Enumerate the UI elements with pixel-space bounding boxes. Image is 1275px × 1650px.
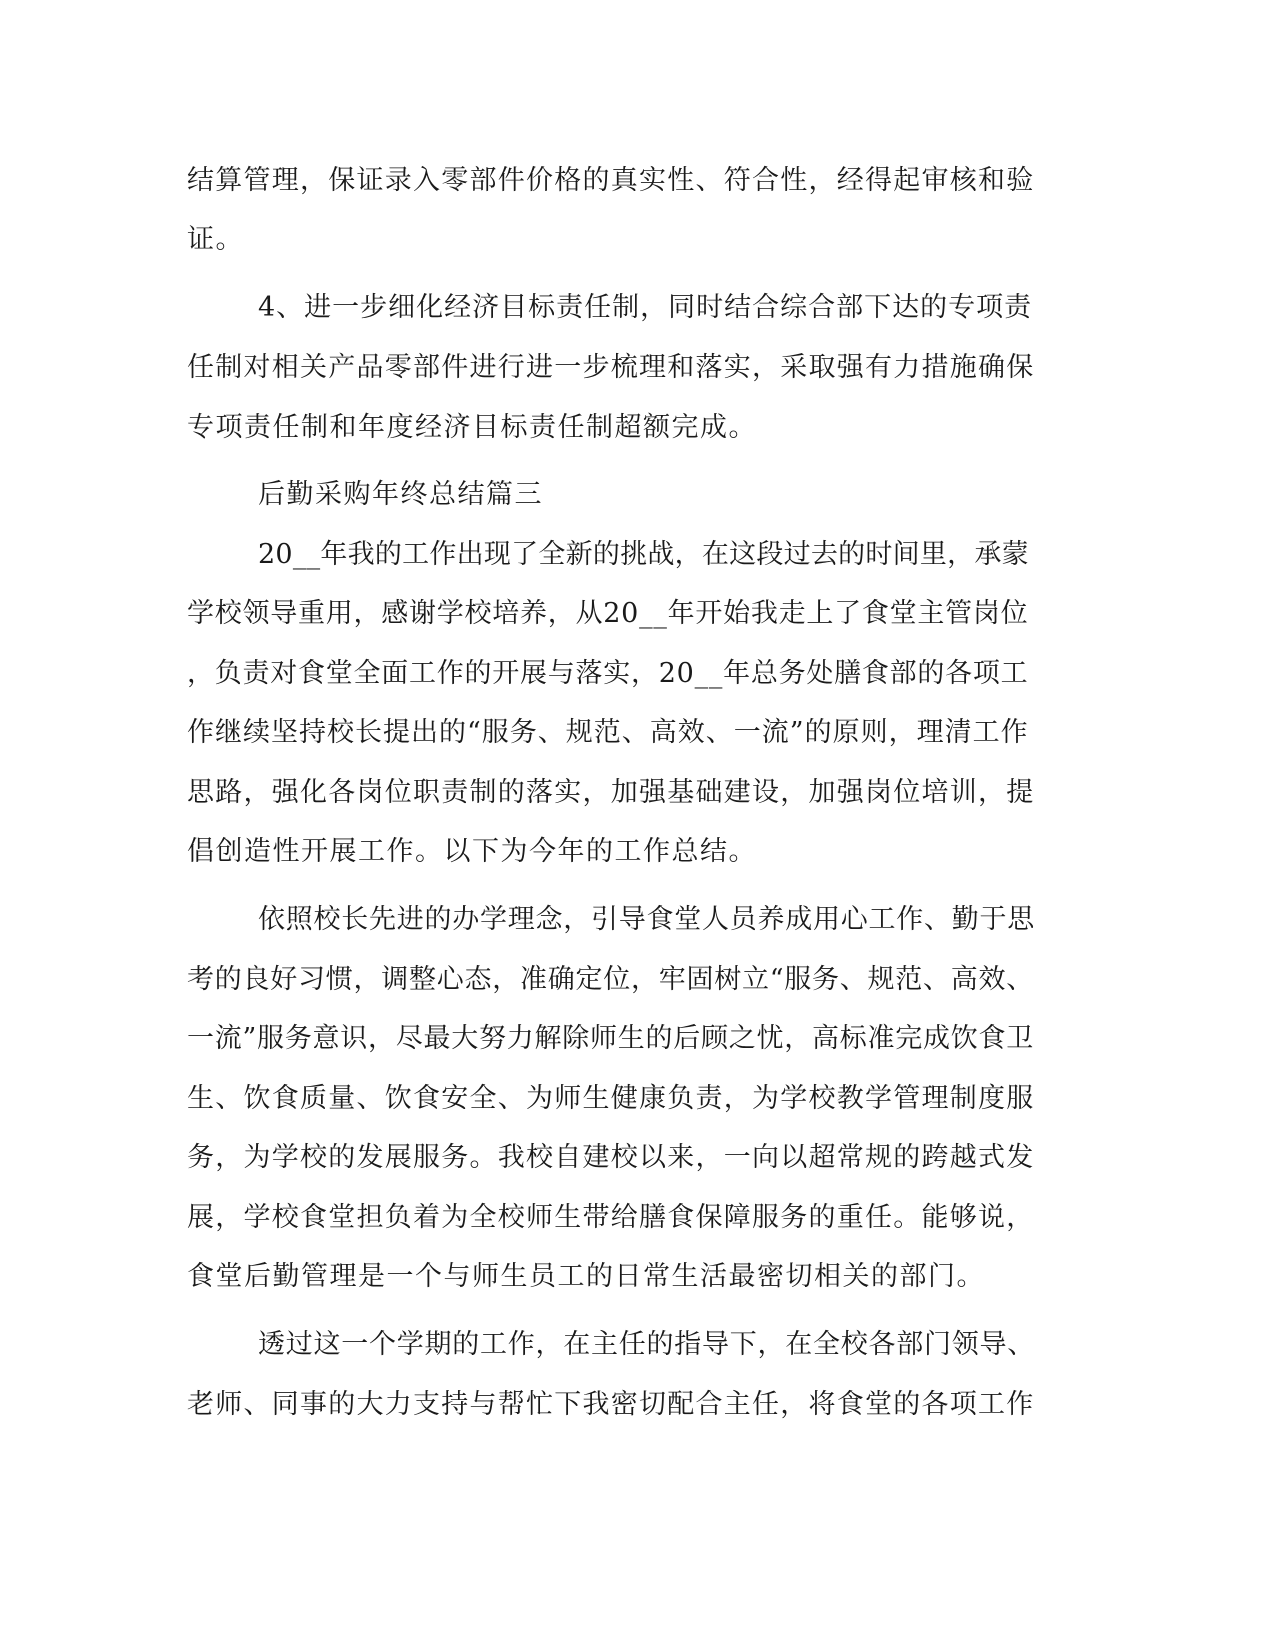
- text-line: 思路，强化各岗位职责制的落实，加强基础建设，加强岗位培训，提: [187, 777, 1035, 808]
- paragraph-start-line: 透过这一个学期的工作，在主任的指导下，在全校各部门领导、: [258, 1329, 1035, 1360]
- text-line: 老师、同事的大力支持与帮忙下我密切配合主任，将食堂的各项工作: [187, 1389, 1035, 1420]
- text-line: 生、饮食质量、饮食安全、为师生健康负责，为学校教学管理制度服: [187, 1083, 1035, 1114]
- paragraph-start-line: 20__年我的工作出现了全新的挑战，在这段过去的时间里，承蒙: [258, 539, 1029, 570]
- text-line: 食堂后勤管理是一个与师生员工的日常生活最密切相关的部门。: [187, 1261, 985, 1292]
- text-line: 倡创造性开展工作。以下为今年的工作总结。: [187, 836, 757, 867]
- text-line: 证。: [187, 224, 244, 255]
- text-line: 专项责任制和年度经济目标责任制超额完成。: [187, 412, 757, 443]
- text-line: 一流”服务意识，尽最大努力解除师生的后顾之忧，高标准完成饮食卫: [187, 1023, 1035, 1054]
- text-line: 考的良好习惯，调整心态，准确定位，牢固树立“服务、规范、高效、: [187, 964, 1035, 995]
- paragraph-start-line: 依照校长先进的办学理念，引导食堂人员养成用心工作、勤于思: [258, 904, 1035, 935]
- paragraph-start-line: 4、进一步细化经济目标责任制，同时结合综合部下达的专项责: [258, 292, 1033, 323]
- text-line: 务，为学校的发展服务。我校自建校以来，一向以超常规的跨越式发: [187, 1142, 1035, 1173]
- text-line: 作继续坚持校长提出的“服务、规范、高效、一流”的原则，理清工作: [187, 717, 1029, 748]
- text-line: 展，学校食堂担负着为全校师生带给膳食保障服务的重任。能够说，: [187, 1202, 1035, 1233]
- text-line: ，负责对食堂全面工作的开展与落实，20__年总务处膳食部的各项工: [187, 658, 1029, 689]
- section-heading: 后勤采购年终总结篇三: [258, 479, 543, 510]
- text-line: 任制对相关产品零部件进行进一步梳理和落实，采取强有力措施确保: [187, 352, 1035, 383]
- text-line: 结算管理，保证录入零部件价格的真实性、符合性，经得起审核和验: [187, 165, 1035, 196]
- text-line: 学校领导重用，感谢学校培养，从20__年开始我走上了食堂主管岗位: [187, 598, 1029, 629]
